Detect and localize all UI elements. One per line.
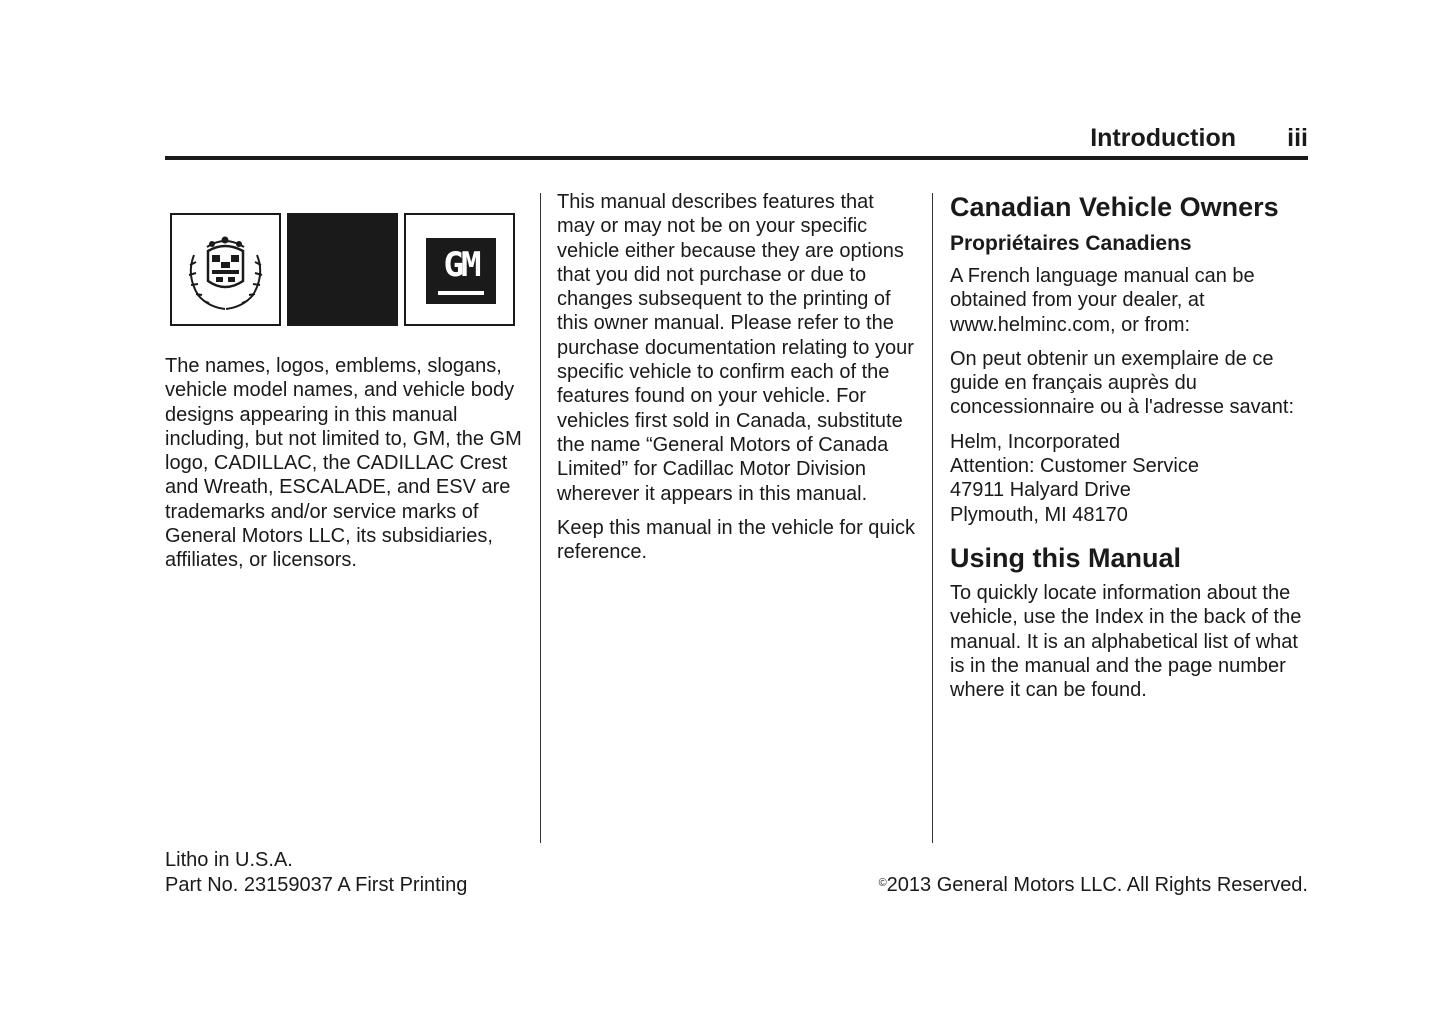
address-line: Helm, Incorporated bbox=[950, 430, 1121, 453]
keep-manual-paragraph: Keep this manual in the vehicle for quick reference. bbox=[557, 516, 915, 564]
canadian-owners-heading: Canadian Vehicle Owners bbox=[950, 192, 1279, 222]
section-title: Introduction bbox=[1090, 124, 1236, 152]
index-paragraph: To quickly locate information about the vehicle, use the Index in the back of the manual. It is an alphabetical list of what is in the manual and the page number where it can be found. bbox=[950, 581, 1302, 702]
address-line: Attention: Customer Service bbox=[950, 455, 1199, 478]
trademark-notice bbox=[165, 354, 525, 583]
gm-logo bbox=[404, 213, 515, 326]
address-line: Plymouth, MI 48170 bbox=[950, 503, 1128, 526]
column-divider-left bbox=[540, 193, 541, 843]
address-line: 47911 Halyard Drive bbox=[950, 479, 1131, 502]
brand-logos bbox=[170, 213, 518, 326]
escalade-black-logo bbox=[287, 213, 398, 326]
french-manual-paragraph: A French language manual can be obtained from your dealer, at www.helminc.com, or from: bbox=[950, 265, 1255, 336]
copyright-text: 2013 General Motors LLC. All Rights Reserved. bbox=[886, 874, 1308, 896]
using-manual-heading: Using this Manual bbox=[950, 542, 1182, 573]
print-info bbox=[165, 848, 467, 898]
proprietaires-subheading: Propriétaires Canadiens bbox=[950, 232, 1192, 255]
gm-letters: GM bbox=[443, 245, 479, 285]
header-rule bbox=[165, 156, 1308, 160]
page-header bbox=[165, 122, 1308, 160]
features-paragraph: This manual describes features that may or may not be on your specific vehicle either because they are options that you did not purchase or due to changes subsequent to the printing of this owner manual. Please refer to the purchase documentation relating to your specific vehicle to confirm each of the features found on your vehicle. For vehicles first sold in Canada, substitute the name “General Motors of Canada Limited” for Cadillac Motor Division wherever it appears in this manual. bbox=[557, 191, 914, 505]
copyright-symbol: © bbox=[878, 877, 887, 889]
trademark-paragraph: The names, logos, emblems, slogans, vehicle model names, and vehicle body designs appearing in this manual including, but not limited to, GM, the GM logo, CADILLAC, the CADILLAC Crest and Wreath, ESCALADE, and ESV are trademarks and/or service marks of General Motors LLC, its subsidiaries, affiliates, or licensors. bbox=[165, 355, 522, 572]
copyright-notice bbox=[879, 873, 1308, 898]
litho-text: Litho in U.S.A. bbox=[165, 849, 293, 871]
french-paragraph: On peut obtenir un exemplaire de ce guide en français auprès du concessionnaire ou à l'adresse savant: bbox=[950, 347, 1295, 419]
crest-wreath-icon bbox=[172, 215, 279, 324]
canadian-owners-section bbox=[950, 190, 1308, 712]
column-divider-right bbox=[932, 193, 933, 843]
page-number: iii bbox=[1287, 124, 1308, 152]
helm-address bbox=[950, 430, 1308, 527]
part-number: Part No. 23159037 A First Printing bbox=[165, 874, 468, 896]
cadillac-crest-logo bbox=[170, 213, 281, 326]
gm-emblem bbox=[426, 238, 496, 304]
gm-underline bbox=[438, 291, 484, 295]
manual-description bbox=[557, 190, 917, 574]
